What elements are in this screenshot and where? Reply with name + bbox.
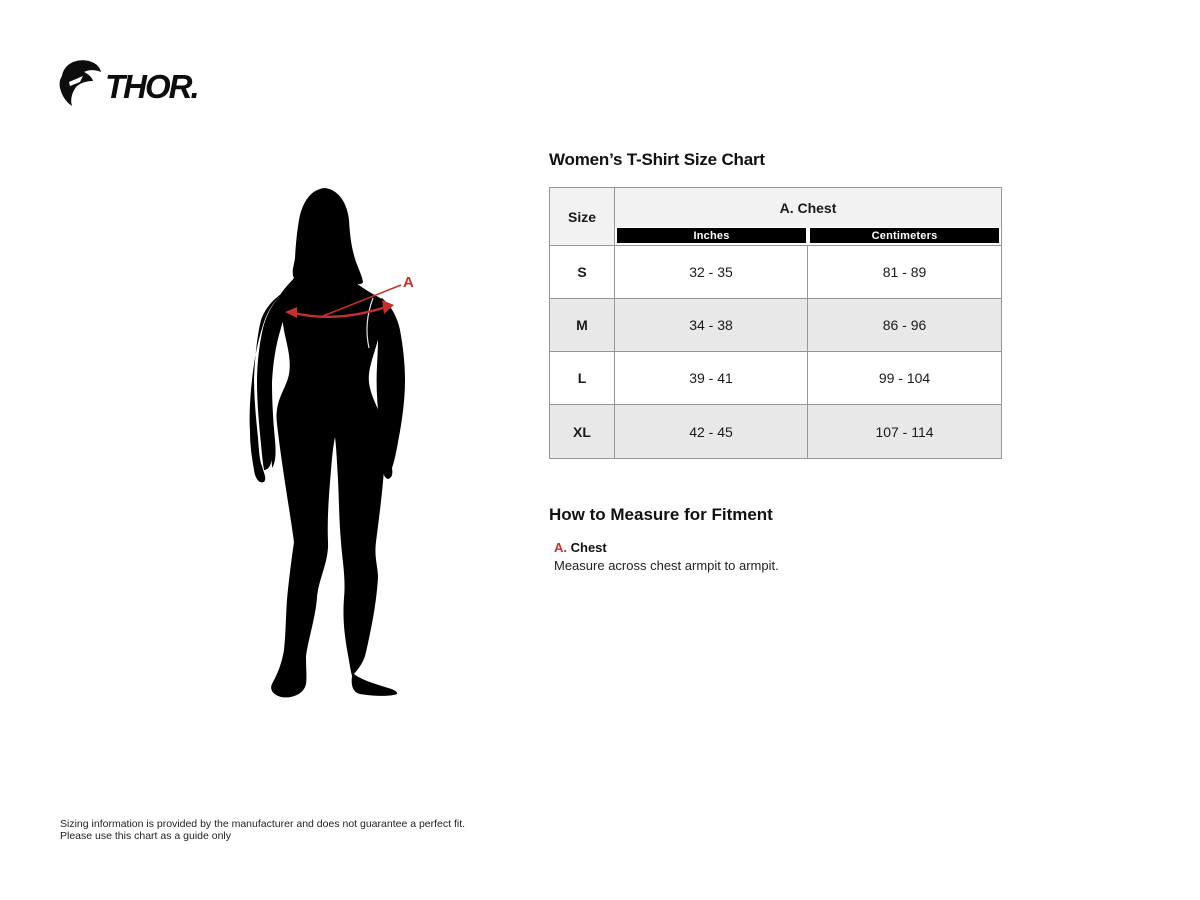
centimeters-header-bar: Centimeters xyxy=(810,228,999,243)
table-row-s-inches: 32 - 35 xyxy=(615,246,808,299)
annotation-label-a: A xyxy=(403,274,414,291)
table-row-m-centimeters: 86 - 96 xyxy=(808,299,1001,352)
inches-header-bar: Inches xyxy=(617,228,806,243)
disclaimer-text xyxy=(60,818,465,842)
measure-item-chest-label xyxy=(554,540,607,555)
silhouette-body xyxy=(271,188,397,697)
measure-item-instruction: Measure across chest armpit to armpit. xyxy=(554,558,779,573)
table-row-l-size: L xyxy=(550,352,615,405)
table-header-size: Size xyxy=(550,188,615,246)
table-row-m-size: M xyxy=(550,299,615,352)
size-table xyxy=(549,187,1002,459)
table-subheader-centimeters xyxy=(808,227,1001,246)
table-row-xl-centimeters: 107 - 114 xyxy=(808,405,1001,458)
table-row-xl-inches: 42 - 45 xyxy=(615,405,808,458)
size-chart-title: Women’s T-Shirt Size Chart xyxy=(549,150,765,169)
measure-item-letter: A. xyxy=(554,540,567,555)
table-subheader-inches xyxy=(615,227,808,246)
disclaimer-line-1: Sizing information is provided by the manufacturer and does not guarantee a perfect fit. xyxy=(60,818,466,830)
measure-item-name: Chest xyxy=(570,540,607,555)
table-row-s-centimeters: 81 - 89 xyxy=(808,246,1001,299)
thor-logo-text: THOR. xyxy=(105,68,198,105)
table-row-l-centimeters: 99 - 104 xyxy=(808,352,1001,405)
table-row-xl-size: XL xyxy=(550,405,615,458)
table-row-m-inches: 34 - 38 xyxy=(615,299,808,352)
table-row-l-inches: 39 - 41 xyxy=(615,352,808,405)
disclaimer-line-2: Please use this chart as a guide only xyxy=(60,830,232,842)
table-header-chest: A. Chest xyxy=(615,188,1001,227)
table-row-s-size: S xyxy=(550,246,615,299)
how-to-measure-title: How to Measure for Fitment xyxy=(549,505,773,524)
